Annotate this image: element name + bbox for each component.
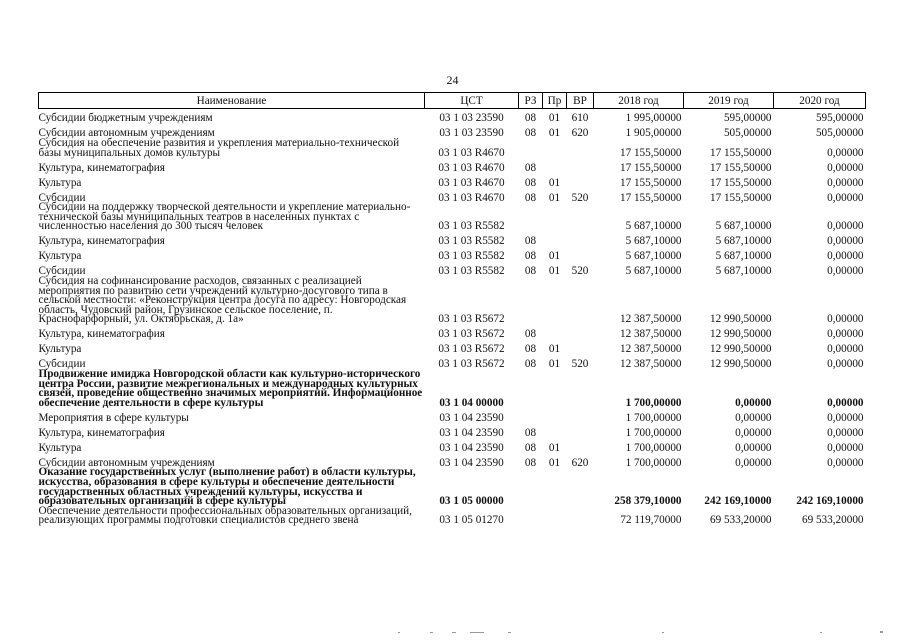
- table-body: [39, 109, 866, 526]
- table-row: [39, 423, 866, 438]
- cell-name: Субсидия на софинансирование расходов, связанных с реализацией мероприятия по развитию сети учреждений культурно-досугового типа в сельской местности: «Реконструкция центра досуга по адресу: Новгородская область, Чудовский район, Грузинское сельское поселение, п. Краснофарфорный, ул. Октябрьская, д. 1а»: [38, 274, 407, 326]
- cell-2018: 17 155,50000: [619, 176, 682, 189]
- cell-name: Культура, кинематография: [38, 426, 165, 439]
- cell-2020: 0,00000: [827, 220, 864, 233]
- table-row: [39, 232, 866, 247]
- cell-2018: 12 387,50000: [619, 343, 682, 356]
- cell-rz: [519, 139, 543, 158]
- cell-2020: 0,00000: [827, 313, 864, 326]
- cell-cst: 03 1 04 23590: [439, 441, 504, 454]
- cell-2019: 12 990,50000: [709, 328, 772, 341]
- cell-cst: 03 1 03 R5582: [438, 220, 505, 233]
- cell-rz: 08: [524, 176, 537, 189]
- cell-name: Обеспечение деятельности профессиональных образовательных организаций, реализующих программы подготовки специалистов среднего звена: [38, 504, 412, 527]
- cell-rz: 08: [524, 191, 537, 204]
- cell-name: Культура, кинематография: [38, 235, 165, 248]
- cell-2020: 0,00000: [827, 250, 864, 263]
- cell-vr: [567, 203, 594, 232]
- cell-2019: 5 687,10000: [715, 250, 772, 263]
- cell-cst: 03 1 04 23590: [439, 456, 504, 469]
- cell-vr: [567, 507, 594, 526]
- budget-table: [38, 92, 866, 526]
- cell-cst: 03 1 05 01270: [439, 514, 504, 527]
- cell-2018: 1 700,00000: [625, 441, 682, 454]
- cell-2018: 1 905,00000: [625, 127, 682, 140]
- cell-rz: 08: [524, 358, 537, 371]
- cell-name: Субсидия на обеспечение развития и укрепления материально-технической базы муниципальных домов культуры: [38, 137, 400, 159]
- table-row: [39, 507, 866, 526]
- cell-vr: [567, 173, 594, 188]
- cell-cst: 03 1 03 23590: [439, 112, 504, 125]
- header-pr: Пр: [543, 93, 567, 109]
- table-row: [39, 277, 866, 325]
- cell-2020: 0,00000: [827, 176, 864, 189]
- cell-2019: 0,00000: [735, 411, 772, 424]
- cell-2018: 1 700,00000: [625, 396, 682, 409]
- cell-rz: 08: [524, 112, 537, 125]
- cell-pr: [543, 139, 567, 158]
- cell-vr: 520: [571, 265, 589, 278]
- cell-2018: 5 687,10000: [625, 220, 682, 233]
- cell-2020: 0,00000: [827, 426, 864, 439]
- cell-pr: [543, 370, 567, 408]
- cell-2020: 0,00000: [827, 161, 864, 174]
- cell-cst: 03 1 03 R5582: [438, 250, 505, 263]
- cell-rz: 08: [524, 343, 537, 356]
- cell-2018: 17 155,50000: [619, 161, 682, 174]
- cell-pr: 01: [548, 176, 561, 189]
- header-name: Наименование: [39, 93, 425, 109]
- cell-2018: 12 387,50000: [619, 358, 682, 371]
- cell-cst: 03 1 03 R5582: [438, 235, 505, 248]
- cell-rz: 08: [524, 456, 537, 469]
- cell-name: Субсидии на поддержку творческой деятельности и укрепление материально-технической базы муниципальных театров в населенных пунктах с численностью населения до 300 тысяч человек: [38, 201, 411, 233]
- cell-cst: 03 1 03 R5672: [438, 343, 505, 356]
- cell-rz: 08: [524, 250, 537, 263]
- header-2019: 2019 год: [684, 93, 774, 109]
- cell-name: Субсидии автономным учреждениям: [38, 127, 215, 140]
- cell-vr: [567, 408, 594, 423]
- cell-vr: [567, 232, 594, 247]
- cell-cst: 03 1 03 R5672: [438, 313, 505, 326]
- cell-vr: [567, 370, 594, 408]
- header-rz: РЗ: [519, 93, 543, 109]
- page-number: 24: [446, 73, 459, 87]
- table-row: [39, 139, 866, 158]
- cell-2018: 1 700,00000: [625, 411, 682, 424]
- cell-2020: 0,00000: [827, 146, 864, 159]
- cell-2020: 0,00000: [827, 191, 864, 204]
- cell-pr: 01: [548, 250, 561, 263]
- cell-vr: [567, 247, 594, 262]
- cell-2019: 17 155,50000: [709, 146, 772, 159]
- cell-2019: 0,00000: [735, 426, 772, 439]
- cell-rz: [519, 370, 543, 408]
- cell-2019: 17 155,50000: [709, 161, 772, 174]
- cell-2019: 5 687,10000: [715, 235, 772, 248]
- cell-name: Культура: [38, 441, 82, 454]
- cell-2018: 258 379,10000: [614, 495, 682, 508]
- cell-vr: 610: [571, 112, 589, 125]
- cell-pr: [543, 468, 567, 506]
- cell-2018: 72 119,70000: [620, 514, 682, 527]
- cell-rz: 08: [524, 265, 537, 278]
- cell-rz: 08: [524, 426, 537, 439]
- cell-2019: 505,00000: [723, 127, 772, 140]
- cell-pr: 01: [548, 191, 561, 204]
- cell-2020: 505,00000: [815, 127, 864, 140]
- cell-name: Субсидии: [38, 191, 86, 204]
- cell-vr: [567, 423, 594, 438]
- cell-2020: 242 169,10000: [796, 495, 864, 508]
- table-row: [39, 468, 866, 506]
- cell-name: Субсидии бюджетным учреждениям: [38, 112, 213, 125]
- cell-rz: 08: [524, 328, 537, 341]
- cell-2019: 12 990,50000: [709, 343, 772, 356]
- cell-2019: 0,00000: [735, 456, 772, 469]
- scan-noise: [0, 628, 905, 636]
- cell-2018: 5 687,10000: [625, 235, 682, 248]
- cell-2018: 5 687,10000: [625, 250, 682, 263]
- table-row: [39, 340, 866, 355]
- cell-2020: 0,00000: [827, 235, 864, 248]
- cell-2020: 0,00000: [827, 328, 864, 341]
- cell-rz: [519, 408, 543, 423]
- table-row: [39, 408, 866, 423]
- cell-2020: 0,00000: [827, 265, 864, 278]
- cell-name: Культура, кинематография: [38, 328, 165, 341]
- cell-pr: 01: [548, 127, 561, 140]
- cell-pr: [543, 277, 567, 325]
- table-row: [39, 325, 866, 340]
- table-row: [39, 247, 866, 262]
- cell-pr: [543, 423, 567, 438]
- cell-2018: 1 995,00000: [625, 112, 682, 125]
- cell-cst: 03 1 04 23590: [439, 426, 504, 439]
- cell-pr: [543, 507, 567, 526]
- cell-pr: [543, 232, 567, 247]
- cell-2019: 17 155,50000: [709, 176, 772, 189]
- cell-pr: 01: [548, 265, 561, 278]
- cell-2018: 5 687,10000: [625, 265, 682, 278]
- cell-2019: 5 687,10000: [715, 265, 772, 278]
- cell-cst: 03 1 03 R4670: [438, 161, 505, 174]
- table-row: [39, 109, 866, 125]
- cell-2018: 12 387,50000: [619, 328, 682, 341]
- cell-2020: 0,00000: [827, 411, 864, 424]
- cell-vr: [567, 468, 594, 506]
- cell-name: Культура: [38, 343, 82, 356]
- cell-2019: 12 990,50000: [709, 313, 772, 326]
- cell-2020: 0,00000: [827, 343, 864, 356]
- cell-2019: 0,00000: [735, 396, 772, 409]
- header-vr: ВР: [567, 93, 594, 109]
- cell-pr: 01: [548, 441, 561, 454]
- cell-cst: 03 1 04 00000: [439, 396, 504, 409]
- cell-2020: 0,00000: [827, 396, 864, 409]
- cell-2019: 5 687,10000: [715, 220, 772, 233]
- cell-2019: 17 155,50000: [709, 191, 772, 204]
- cell-2020: 69 533,20000: [801, 514, 864, 527]
- cell-cst: 03 1 03 R4670: [438, 146, 505, 159]
- cell-2020: 0,00000: [827, 441, 864, 454]
- cell-pr: [543, 325, 567, 340]
- cell-pr: 01: [548, 112, 561, 125]
- cell-name: Культура: [38, 250, 82, 263]
- cell-2019: 242 169,10000: [704, 495, 772, 508]
- cell-cst: 03 1 03 R5672: [438, 328, 505, 341]
- cell-vr: 520: [571, 358, 589, 371]
- cell-pr: 01: [548, 343, 561, 356]
- cell-2018: 1 700,00000: [625, 456, 682, 469]
- header-cst: ЦСТ: [425, 93, 519, 109]
- cell-pr: [543, 158, 567, 173]
- table-row: [39, 438, 866, 453]
- cell-name: Продвижение имиджа Новгородской области как культурно-исторического центра России, развитие межрегиональных и международных культурных связей, проведение общественно значимых мероприятий. Информационное обеспечение деятельности в сфере культуры: [38, 367, 423, 409]
- cell-vr: [567, 139, 594, 158]
- cell-vr: [567, 158, 594, 173]
- cell-name: Субсидии автономным учреждениям: [38, 456, 215, 469]
- cell-cst: 03 1 03 R5672: [438, 358, 505, 371]
- cell-name: Оказание государственных услуг (выполнение работ) в области культуры, искусства, образования в сфере культуры и обеспечение деятельности государственных областных учреждений культуры, искусства и образовательных организаций в сфере культуры: [38, 466, 416, 508]
- cell-2020: 0,00000: [827, 358, 864, 371]
- cell-vr: [567, 438, 594, 453]
- table-row: [39, 203, 866, 232]
- cell-name: Субсидии: [38, 358, 86, 371]
- cell-rz: 08: [524, 127, 537, 140]
- table-row: [39, 173, 866, 188]
- cell-2020: 0,00000: [827, 456, 864, 469]
- cell-cst: 03 1 05 00000: [439, 495, 504, 508]
- cell-name: Культура: [38, 176, 82, 189]
- cell-rz: [519, 507, 543, 526]
- table-row: [39, 158, 866, 173]
- cell-vr: [567, 325, 594, 340]
- cell-rz: 08: [524, 441, 537, 454]
- header-2020: 2020 год: [774, 93, 866, 109]
- cell-pr: 01: [548, 456, 561, 469]
- cell-pr: [543, 203, 567, 232]
- table-row: [39, 370, 866, 408]
- header-2018: 2018 год: [594, 93, 684, 109]
- cell-vr: 520: [571, 191, 589, 204]
- table-header-row: [39, 93, 866, 109]
- cell-rz: [519, 277, 543, 325]
- cell-name: Субсидии: [38, 265, 86, 278]
- cell-cst: 03 1 03 R4670: [438, 191, 505, 204]
- cell-2019: 595,00000: [723, 112, 772, 125]
- cell-2019: 0,00000: [735, 441, 772, 454]
- cell-rz: [519, 468, 543, 506]
- cell-cst: 03 1 03 R5582: [438, 265, 505, 278]
- cell-pr: 01: [548, 358, 561, 371]
- cell-vr: 620: [571, 127, 589, 140]
- cell-2019: 12 990,50000: [709, 358, 772, 371]
- cell-name: Культура, кинематография: [38, 161, 165, 174]
- cell-2018: 17 155,50000: [619, 146, 682, 159]
- cell-cst: 03 1 04 23590: [439, 411, 504, 424]
- cell-cst: 03 1 03 R4670: [438, 176, 505, 189]
- cell-2018: 1 700,00000: [625, 426, 682, 439]
- cell-vr: [567, 277, 594, 325]
- cell-cst: 03 1 03 23590: [439, 127, 504, 140]
- cell-vr: 620: [571, 456, 589, 469]
- cell-name: Мероприятия в сфере культуры: [38, 411, 189, 424]
- cell-2020: 595,00000: [815, 112, 864, 125]
- cell-rz: [519, 203, 543, 232]
- cell-2018: 12 387,50000: [619, 313, 682, 326]
- cell-2018: 17 155,50000: [619, 191, 682, 204]
- cell-vr: [567, 340, 594, 355]
- cell-2019: 69 533,20000: [709, 514, 772, 527]
- cell-pr: [543, 408, 567, 423]
- cell-rz: 08: [524, 235, 537, 248]
- cell-rz: 08: [524, 161, 537, 174]
